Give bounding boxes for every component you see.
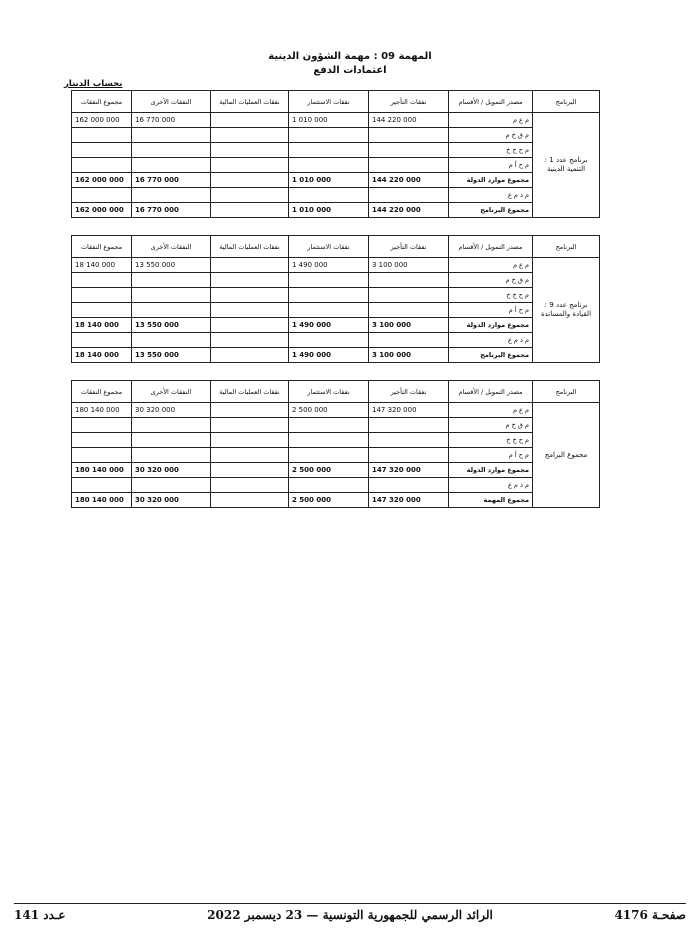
table-row: [72, 143, 600, 158]
amount-cell: 180 140 000: [72, 463, 132, 478]
table-row: [72, 463, 600, 478]
funding-source-label: م ع م: [449, 113, 533, 128]
funding-source-label: م ع م: [449, 403, 533, 418]
table-row: [72, 273, 600, 288]
amount-cell: 30 320 000: [132, 493, 211, 508]
amount-cell: [72, 433, 132, 448]
currency-unit-label: بحساب الدينار: [64, 79, 123, 89]
amount-cell: [211, 433, 289, 448]
amount-cell: 18 140 000: [72, 348, 132, 363]
column-header: مصدر التمويل / الأقسام: [449, 236, 533, 258]
amount-cell: 144 220 000: [369, 113, 449, 128]
column-header: البرنامج: [533, 91, 600, 113]
column-header: نفقات التأجير: [369, 381, 449, 403]
table-row: [72, 448, 600, 463]
amount-cell: 1 010 000: [289, 173, 369, 188]
amount-cell: [132, 333, 211, 348]
table-row: [72, 318, 600, 333]
funding-source-label: م ح أ م: [449, 448, 533, 463]
footer-issue-number: عـدد 141: [14, 908, 66, 922]
amount-cell: [72, 288, 132, 303]
program-name: برنامج عدد 1 : التنمية الدينية: [533, 113, 600, 218]
amount-cell: 30 320 000: [132, 463, 211, 478]
table-row: [72, 288, 600, 303]
amount-cell: [72, 478, 132, 493]
amount-cell: [369, 303, 449, 318]
table-header-row: [72, 236, 600, 258]
table-row: [72, 258, 600, 273]
amount-cell: [211, 258, 289, 273]
amount-cell: [72, 128, 132, 143]
amount-cell: 18 140 000: [72, 258, 132, 273]
amount-cell: [132, 273, 211, 288]
funding-source-label: مجموع البرنامج: [449, 203, 533, 218]
funding-source-label: مجموع المهمة: [449, 493, 533, 508]
section-subtitle: اعتمادات الدفع: [313, 65, 387, 76]
amount-cell: 162 000 000: [72, 113, 132, 128]
program-name: مجموع البرامج: [533, 403, 600, 508]
table-row: [72, 348, 600, 363]
amount-cell: 2 500 000: [289, 493, 369, 508]
amount-cell: [369, 143, 449, 158]
amount-cell: 3 100 000: [369, 318, 449, 333]
table-row: [72, 433, 600, 448]
amount-cell: 1 490 000: [289, 318, 369, 333]
amount-cell: 144 220 000: [369, 173, 449, 188]
table-row: [72, 128, 600, 143]
amount-cell: [132, 478, 211, 493]
budget-table: [71, 380, 600, 508]
amount-cell: [72, 143, 132, 158]
table-row: [72, 493, 600, 508]
footer-gazette-title: الرائد الرسمي للجمهورية التونسية — 23 ديسمبر 2022: [207, 908, 493, 922]
amount-cell: 147 320 000: [369, 493, 449, 508]
column-header: نفقات التأجير: [369, 236, 449, 258]
amount-cell: 1 010 000: [289, 113, 369, 128]
table-row: [72, 303, 600, 318]
mission-title: المهمة 09 : مهمة الشؤون الدينية: [268, 51, 432, 62]
table-row: [72, 478, 600, 493]
amount-cell: [132, 158, 211, 173]
amount-cell: 16 770 000: [132, 113, 211, 128]
amount-cell: 13 550 000: [132, 348, 211, 363]
amount-cell: [211, 203, 289, 218]
amount-cell: [211, 403, 289, 418]
amount-cell: [211, 158, 289, 173]
funding-source-label: مجموع موارد الدولة: [449, 173, 533, 188]
amount-cell: [72, 158, 132, 173]
amount-cell: 13 550 000: [132, 258, 211, 273]
amount-cell: [289, 143, 369, 158]
program-name: برنامج عدد 9 : القيادة والمساندة: [533, 258, 600, 363]
amount-cell: [211, 143, 289, 158]
amount-cell: [289, 433, 369, 448]
amount-cell: [72, 273, 132, 288]
amount-cell: 2 500 000: [289, 403, 369, 418]
column-header: نفقات العمليات المالية: [211, 236, 289, 258]
amount-cell: [211, 418, 289, 433]
footer-divider: [14, 903, 686, 904]
funding-source-label: م ح خ خ: [449, 143, 533, 158]
funding-source-label: م ق خ م: [449, 418, 533, 433]
table-row: [72, 333, 600, 348]
funding-source-label: م ذ م ع: [449, 333, 533, 348]
column-header: النفقات الأخرى: [132, 236, 211, 258]
table-header-row: [72, 91, 600, 113]
amount-cell: [369, 433, 449, 448]
column-header: نفقات التأجير: [369, 91, 449, 113]
funding-source-label: م ق خ م: [449, 128, 533, 143]
amount-cell: 3 100 000: [369, 348, 449, 363]
amount-cell: [369, 478, 449, 493]
table-row: [72, 418, 600, 433]
table-row: [72, 403, 600, 418]
amount-cell: [369, 288, 449, 303]
amount-cell: [211, 333, 289, 348]
amount-cell: 144 220 000: [369, 203, 449, 218]
funding-source-label: م ع م: [449, 258, 533, 273]
amount-cell: [72, 418, 132, 433]
amount-cell: [369, 273, 449, 288]
amount-cell: [132, 188, 211, 203]
column-header: مصدر التمويل / الأقسام: [449, 381, 533, 403]
amount-cell: [289, 158, 369, 173]
footer-page-number: صفحـة 4176: [614, 908, 686, 922]
table-header-row: [72, 381, 600, 403]
amount-cell: 16 770 000: [132, 173, 211, 188]
amount-cell: 1 010 000: [289, 203, 369, 218]
amount-cell: 18 140 000: [72, 318, 132, 333]
amount-cell: 180 140 000: [72, 403, 132, 418]
funding-source-label: م ح أ م: [449, 303, 533, 318]
amount-cell: [369, 448, 449, 463]
amount-cell: 162 000 000: [72, 173, 132, 188]
funding-source-label: م ح خ خ: [449, 433, 533, 448]
amount-cell: [289, 448, 369, 463]
amount-cell: [72, 188, 132, 203]
amount-cell: [211, 478, 289, 493]
amount-cell: [132, 448, 211, 463]
amount-cell: 1 490 000: [289, 348, 369, 363]
column-header: النفقات الأخرى: [132, 91, 211, 113]
budget-table: [71, 90, 600, 218]
amount-cell: [289, 333, 369, 348]
amount-cell: [132, 303, 211, 318]
amount-cell: [211, 128, 289, 143]
amount-cell: [132, 128, 211, 143]
amount-cell: 2 500 000: [289, 463, 369, 478]
table-row: [72, 173, 600, 188]
column-header: البرنامج: [533, 381, 600, 403]
amount-cell: [289, 128, 369, 143]
amount-cell: [211, 348, 289, 363]
funding-source-label: م ح خ خ: [449, 288, 533, 303]
column-header: مصدر التمويل / الأقسام: [449, 91, 533, 113]
amount-cell: [289, 418, 369, 433]
amount-cell: 30 320 000: [132, 403, 211, 418]
amount-cell: [211, 463, 289, 478]
amount-cell: [211, 173, 289, 188]
column-header: نفقات الاستثمار: [289, 236, 369, 258]
amount-cell: [369, 158, 449, 173]
funding-source-label: مجموع موارد الدولة: [449, 463, 533, 478]
amount-cell: [211, 288, 289, 303]
amount-cell: [72, 303, 132, 318]
amount-cell: [211, 318, 289, 333]
funding-source-label: م ق خ م: [449, 273, 533, 288]
column-header: البرنامج: [533, 236, 600, 258]
amount-cell: [289, 273, 369, 288]
amount-cell: [289, 303, 369, 318]
amount-cell: 16 770 000: [132, 203, 211, 218]
column-header: نفقات العمليات المالية: [211, 381, 289, 403]
budget-table: [71, 235, 600, 363]
amount-cell: 13 550 000: [132, 318, 211, 333]
column-header: مجموع النفقات: [72, 91, 132, 113]
column-header: نفقات الاستثمار: [289, 381, 369, 403]
funding-source-label: م ذ م ع: [449, 188, 533, 203]
column-header: نفقات العمليات المالية: [211, 91, 289, 113]
amount-cell: [289, 188, 369, 203]
funding-source-label: مجموع موارد الدولة: [449, 318, 533, 333]
amount-cell: 147 320 000: [369, 403, 449, 418]
funding-source-label: مجموع البرنامج: [449, 348, 533, 363]
amount-cell: [369, 333, 449, 348]
amount-cell: [211, 493, 289, 508]
amount-cell: [132, 433, 211, 448]
column-header: نفقات الاستثمار: [289, 91, 369, 113]
amount-cell: [132, 288, 211, 303]
table-row: [72, 188, 600, 203]
amount-cell: 162 000 000: [72, 203, 132, 218]
amount-cell: 147 320 000: [369, 463, 449, 478]
amount-cell: [72, 448, 132, 463]
amount-cell: [132, 143, 211, 158]
column-header: النفقات الأخرى: [132, 381, 211, 403]
amount-cell: 1 490 000: [289, 258, 369, 273]
amount-cell: [132, 418, 211, 433]
funding-source-label: م ذ م ع: [449, 478, 533, 493]
amount-cell: [211, 448, 289, 463]
funding-source-label: م ح أ م: [449, 158, 533, 173]
amount-cell: [72, 333, 132, 348]
amount-cell: 3 100 000: [369, 258, 449, 273]
table-row: [72, 203, 600, 218]
table-row: [72, 158, 600, 173]
amount-cell: [211, 273, 289, 288]
table-row: [72, 113, 600, 128]
amount-cell: [289, 288, 369, 303]
column-header: مجموع النفقات: [72, 236, 132, 258]
amount-cell: [211, 188, 289, 203]
amount-cell: [369, 418, 449, 433]
amount-cell: [369, 128, 449, 143]
amount-cell: 180 140 000: [72, 493, 132, 508]
column-header: مجموع النفقات: [72, 381, 132, 403]
amount-cell: [211, 113, 289, 128]
amount-cell: [289, 478, 369, 493]
amount-cell: [369, 188, 449, 203]
amount-cell: [211, 303, 289, 318]
